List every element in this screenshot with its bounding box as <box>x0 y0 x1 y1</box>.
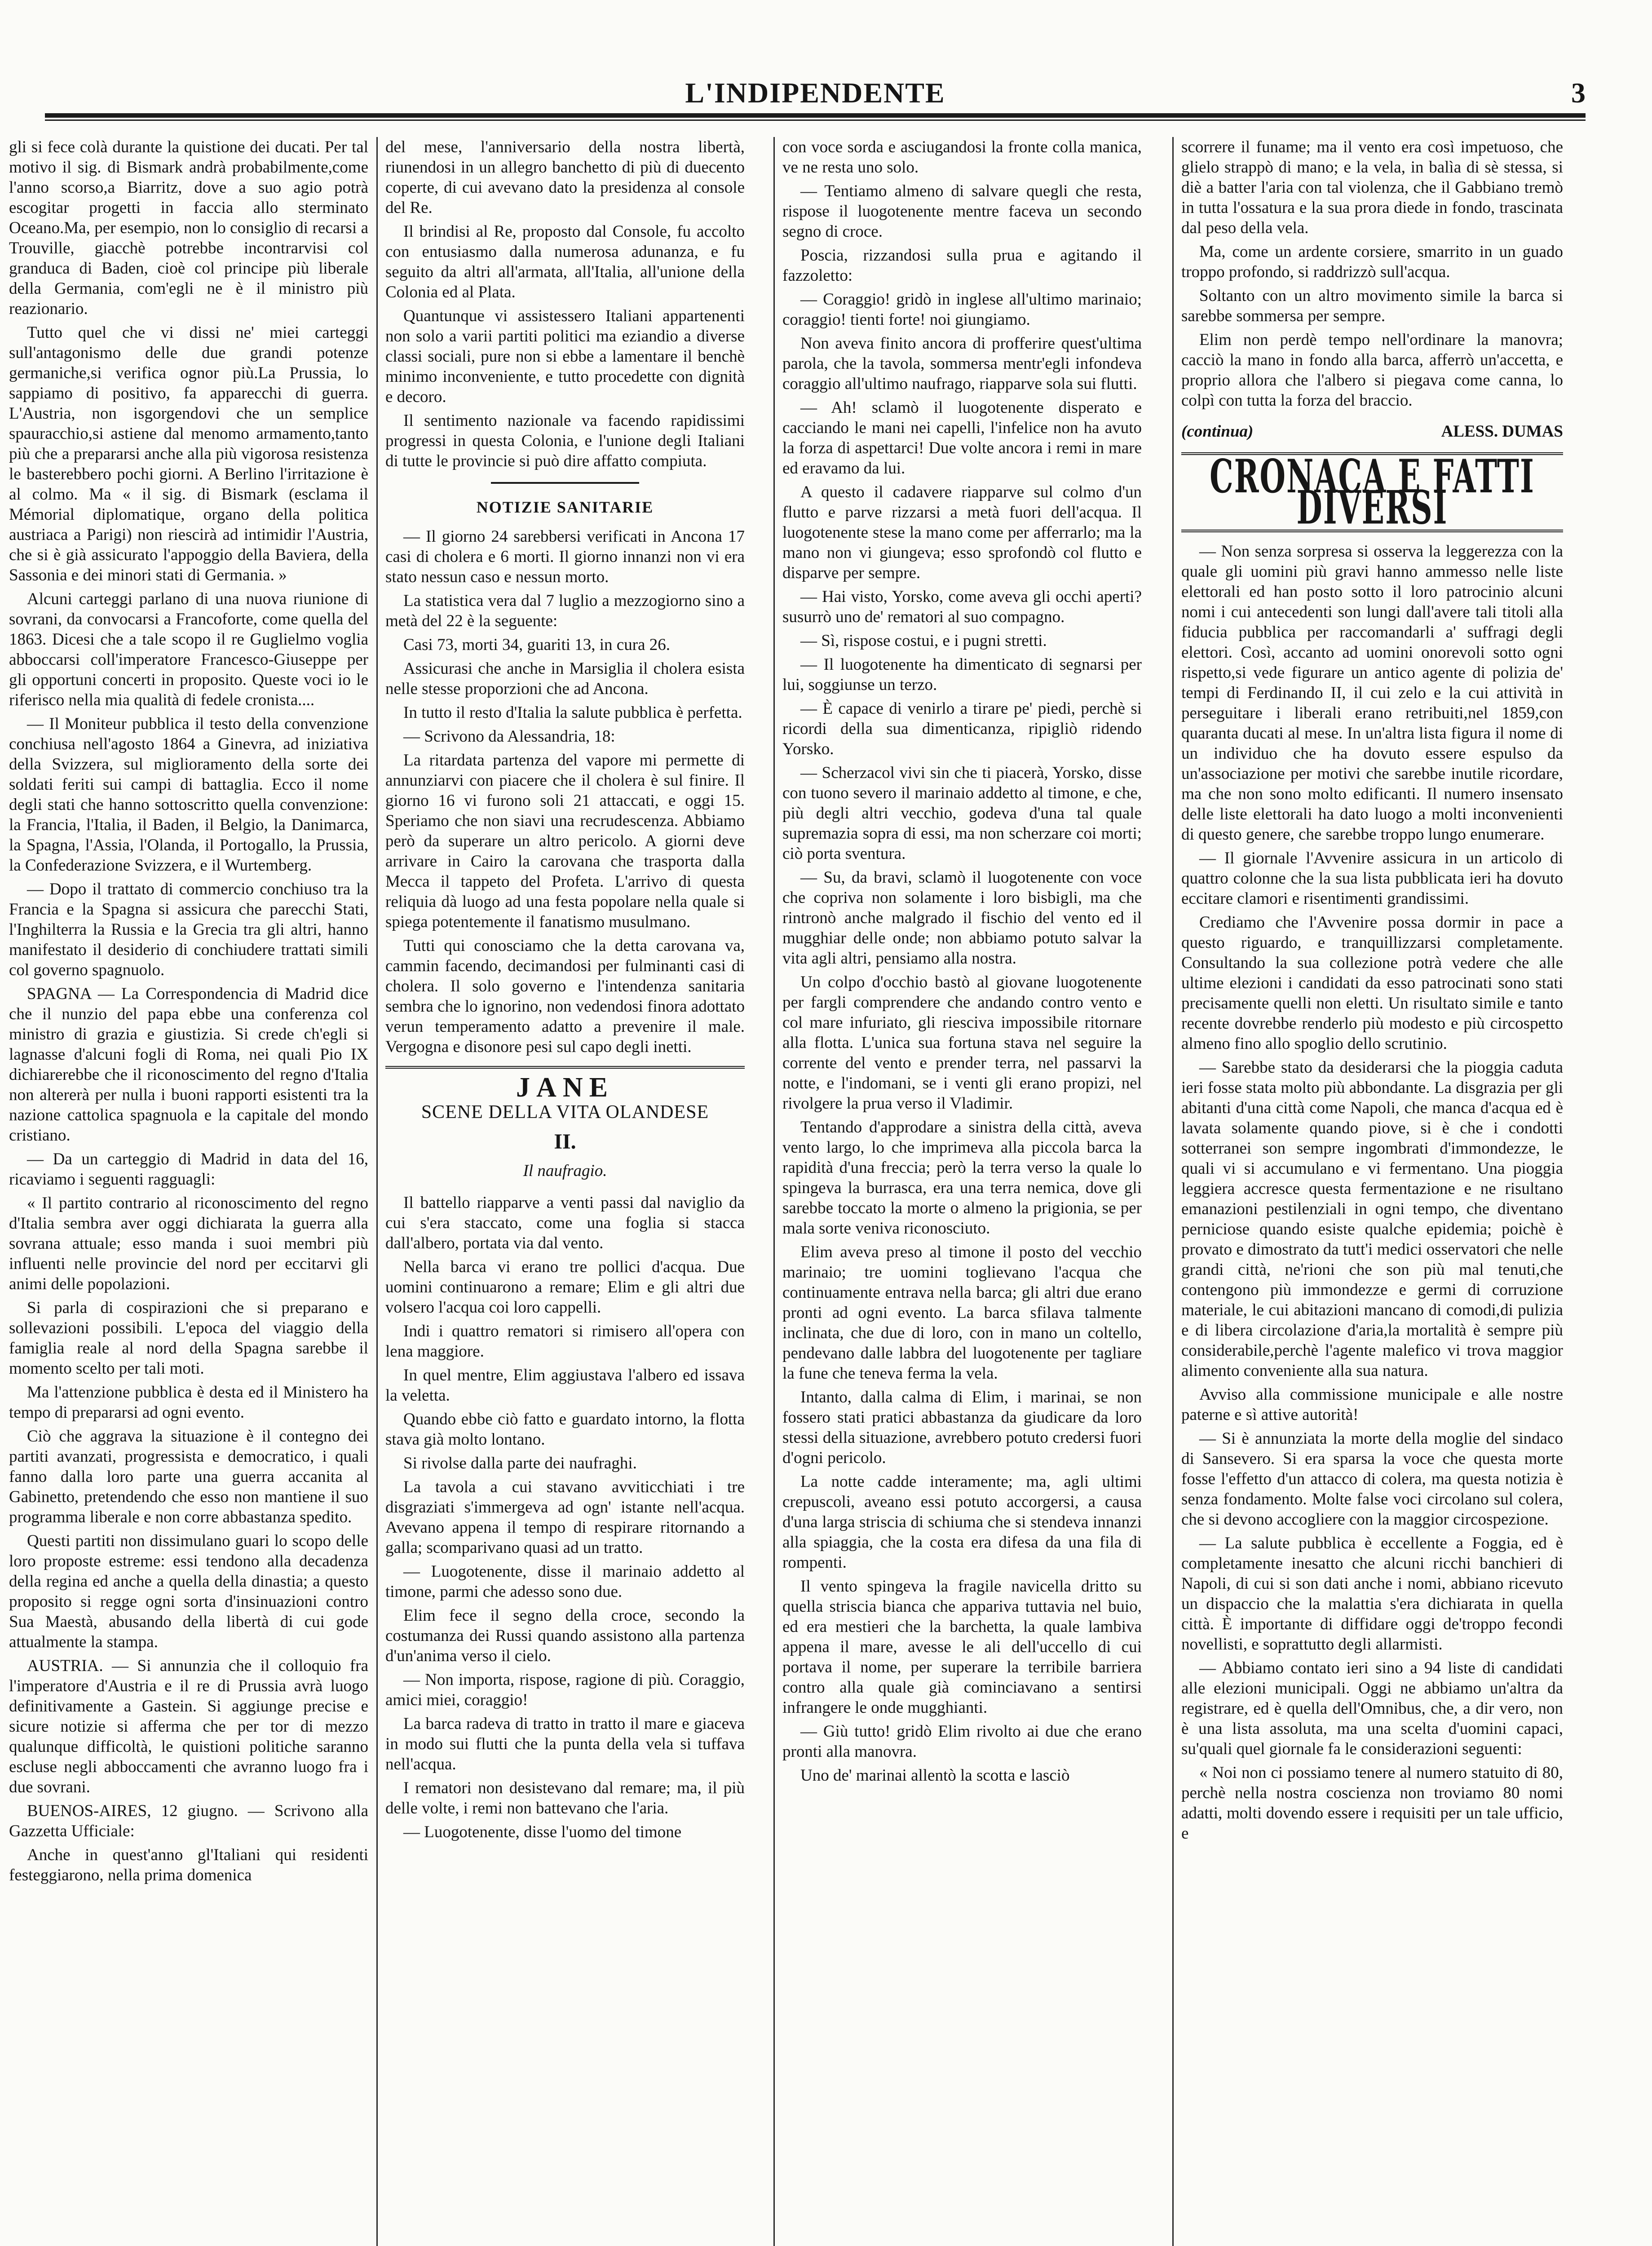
paragraph: A questo il cadavere riapparve sul colmo d'un flutto e parve rizzarsi a metà fuori dell'acqua. Il luogotenente stese la mano come per afferrarlo; ma la mano non vi giungeva; esso sprofondò col flutto e disparve per sempre. <box>782 483 1142 582</box>
paragraph: con voce sorda e asciugandosi la fronte colla manica, ve ne resta uno solo. <box>782 138 1142 177</box>
continua-label: (continua) <box>1181 422 1254 441</box>
paragraph: Tutto quel che vi dissi ne' miei carteggi sull'antagonismo delle due grandi potenze germaniche,si verifica ognor più.La Prussia, lo sappiamo di positivo, fa apparecchi di guerra. L'Austria, non isgorgendovi che un semplice spauracchio,si astiene dal menomo armamento,tanto più che a prepararsi anche alla più vigorosa resistenza le basterebbero pochi giorni. A Berlino l'irritazione è al colmo. Ma « il sig. di Bismark (esclama il Mémorial diplomatique, organo della politica austriaca a Parigi) non riescirà ad intimidir l'Austria, che si è già assicurato l'appoggio della Baviera, della Sassonia e dei minori stati di Germania. » <box>9 323 368 584</box>
paragraph: — Da un carteggio di Madrid in data del 16, ricaviamo i seguenti ragguagli: <box>9 1150 368 1189</box>
paragraph: Si parla di cospirazioni che si preparano e sollevazioni possibili. L'epoca del viaggio della famiglia reale al nord della Spagna sarebbe il momento scelto per tali moti. <box>9 1299 368 1378</box>
paragraph: — Il luogotenente ha dimenticato di segnarsi per lui, soggiunse un terzo. <box>782 655 1142 694</box>
paragraph: Il brindisi al Re, proposto dal Console, fu accolto con entusiasmo dalla numerosa adunanza, e fu seguito da altri all'armata, all'Italia, all'unione della Colonia ed al Plata. <box>385 222 745 301</box>
paragraph: Soltanto con un altro movimento simile la barca si sarebbe sommersa per sempre. <box>1181 287 1563 325</box>
paragraph: Il sentimento nazionale va facendo rapidissimi progressi in questa Colonia, e l'unione degli Italiani di tutte le provincie si può dire affatto compiuta. <box>385 411 745 470</box>
continuation-line <box>1181 421 1563 442</box>
column-2 <box>385 137 745 2246</box>
paragraph: Questi partiti non dissimulano guari lo scopo delle loro proposte estreme: essi tendono alla decadenza della regina ed anche a quella della dinastia; a questo proposito si regge ogni sorta d'insinuazioni contro Sua Maestà, abusando della libertà di cui gode attualmente la stampa. <box>9 1532 368 1651</box>
paragraph: — Il giornale l'Avvenire assicura in un articolo di quattro colonne che la sua lista pubblicata ieri ha dovuto eccitare clamori e risentimenti grandissimi. <box>1181 849 1563 908</box>
paragraph: Assicurasi che anche in Marsiglia il cholera esista nelle stesse proporzioni che ad Ancona. <box>385 659 745 698</box>
paragraph: Quantunque vi assistessero Italiani appartenenti non solo a varii partiti politici ma eziandio a diverse classi sociali, pure non si ebbe a lamentare il benchè minimo inconveniente, e tutto procedette con dignità e decoro. <box>385 307 745 406</box>
paragraph: — Non senza sorpresa si osserva la leggerezza con la quale gli uomini più gravi hanno ammesso nelle liste elettorali ed han posto sotto il loro patrocinio alcuni nomi i cui antecedenti son lungi dall'avere tali titoli alla fiducia pubblica per raccomandarli a' suffragi degli elettori. Così, accanto ad uomini onorevoli sotto ogni rispetto,si vede figurare un antico agente di polizia de' tempi di Ferdinando II, il cui zelo e la cui attività in perseguitare i liberali erano retribuiti,nel 1859,con quaranta ducati al mese. In un'altra lista figura il nome di un individuo che ha dovuto essere espulso da un'associazione per motivi che sarebbe inutile ricordare, ma che non sono molto edificanti. Il numero insensato delle liste elettorali ha dato luogo a molti inconvenienti di questo genere, che sarebbe troppo lungo enumerare. <box>1181 542 1563 844</box>
paragraph: Casi 73, morti 34, guariti 13, in cura 26. <box>403 636 670 654</box>
paragraph: Alcuni carteggi parlano di una nuova riunione di sovrani, da convocarsi a Francoforte, come quella del 1863. Dicesi che a tale scopo il re Guglielmo voglia abboccarsi coll'imperatore Francesco-Giuseppe per gli opportuni concerti in proposito. Queste voci io le riferisco nella mia qualità di fedele cronista.... <box>9 590 368 709</box>
page-number: 3 <box>1571 77 1586 109</box>
paragraph: La ritardata partenza del vapore mi permette di annunziarvi con piacere che il cholera è sul finire. Il giorno 16 vi furono soli 21 attaccati, e oggi 15. Speriamo che non siavi una recrudescenza. Abbiamo però da superare un altro pericolo. A giorni deve arrivare in Cairo la carovana che trasporta dalla Mecca il tappeto del Profeta. L'arrivo di questa reliquia dà luogo ad una festa popolare nella quale si spiega potentemente il fanatismo musulmano. <box>385 751 745 931</box>
chapter-title: Il naufragio. <box>523 1162 607 1180</box>
paragraph: Tutti qui conosciamo che la detta carovana va, cammin facendo, decimandosi per fulminanti casi di cholera. Il solo governo e l'intendenza sanitaria sembra che lo ignorino, non vedendosi finora adottato verun temperamento adatto a prevenire il male. Vergogna e disonore pesi sul capo degli inetti. <box>385 937 745 1056</box>
paragraph: La barca radeva di tratto in tratto il mare e giaceva in modo sui flutti che la punta della vela si tuffava nell'acqua. <box>385 1715 745 1773</box>
masthead <box>45 72 1586 121</box>
chapter-number: II. <box>554 1130 576 1154</box>
header-rule-thin <box>45 119 1586 121</box>
feuilleton-title: JANE <box>516 1072 614 1103</box>
paragraph: — Ah! sclamò il luogotenente disperato e cacciando le mani nei capelli, l'infelice non ha avuto la forza di aspettarci! Due volte ancora i remi in mare ed eravamo da lui. <box>782 398 1142 477</box>
paragraph: Il battello riapparve a venti passi dal naviglio da cui s'era staccato, come una foglia si stacca dall'albero, portata via dal vento. <box>385 1194 745 1252</box>
paragraph: Non aveva finito ancora di profferire quest'ultima parola, che la tavola, sommersa mentr'egli infondeva coraggio all'ultimo naufrago, riapparve sola sui flutti. <box>782 334 1142 393</box>
column-divider <box>1172 137 1174 2246</box>
paragraph: — Tentiamo almeno di salvare quegli che resta, rispose il luogotenente mentre faceva un secondo segno di croce. <box>782 182 1142 241</box>
paragraph: Ma, come un ardente corsiere, smarrito in un guado troppo profondo, si raddrizzò sull'acqua. <box>1181 243 1563 281</box>
feuilleton-subtitle: SCENE DELLA VITA OLANDESE <box>421 1102 709 1123</box>
paragraph: — Non importa, rispose, ragione di più. Coraggio, amici miei, coraggio! <box>385 1671 745 1709</box>
section-heading-cronaca: CRONACA E FATTI DIVERSI <box>1210 449 1535 535</box>
paragraph: — Sì, rispose costui, e i pugni stretti. <box>800 632 1047 650</box>
paragraph: — Il Moniteur pubblica il testo della convenzione conchiusa nell'agosto 1864 a Ginevra, ad iniziativa della Svizzera, sul miglioramento della sorte dei soldati feriti sui campi di battaglia. Ecco il nome degli stati che hanno sottoscritto quella convenzione: la Francia, l'Italia, il Baden, il Belgio, la Danimarca, la Spagna, l'Assia, l'Olanda, il Portogallo, la Prussia, la Confederazione Svizzera, e il Wurtemberg. <box>9 715 368 875</box>
paragraph: I rematori non desistevano dal remare; ma, il più delle volte, i remi non battevano che l'aria. <box>385 1779 745 1817</box>
paragraph: BUENOS-AIRES, 12 giugno. — Scrivono alla Gazzetta Ufficiale: <box>9 1802 368 1840</box>
paragraph: La statistica vera dal 7 luglio a mezzogiorno sino a metà del 22 è la seguente: <box>385 592 745 630</box>
paragraph: — Si è annunziata la morte della moglie del sindaco di Sansevero. Si era sparsa la voce che questa morte fosse l'effetto d'un attacco di colera, ma questa notizia è senza fondamento. Molte false voci circolano sul colera, che si devono accogliere con la maggior circospezione. <box>1181 1429 1563 1529</box>
paragraph: — Scherzacol vivi sin che ti piacerà, Yorsko, disse con tuono severo il marinaio addetto al timone, e che, più degli altri vecchio, godeva d'una tal quale supremazia sopra di essi, ma non scherzare coi morti; ciò porta sventura. <box>782 764 1142 863</box>
paragraph: In tutto il resto d'Italia la salute pubblica è perfetta. <box>403 703 742 722</box>
newspaper-title: L'INDIPENDENTE <box>685 77 945 109</box>
paragraph: « Noi non ci possiamo tenere al numero statuito di 80, perchè nella nostra coscienza non troviamo 80 nomi adatti, molti dovendo essere i requisiti per un tale ufficio, e <box>1181 1764 1563 1843</box>
paragraph: — Sarebbe stato da desiderarsi che la pioggia caduta ieri fosse stata molto più abbondante. La disgrazia per gli abitanti d'una città come Napoli, che manca d'acqua ed è lavata solamente quando piove, si è che i condotti sotterranei son sempre ingombrati d'immondezze, le quali vi si accumulano e vi fermentano. Una pioggia leggiera accresce questa fermentazione e ne risultano emanazioni pestilenziali in ogni tempo, che diventano perniciose quando esiste qualche epidemia; poichè è provato e dimostrato da tutt'i medici osservatori che nelle grandi città, ne'rioni che son più mal tenuti,che contengono più immondezze e germi di corruzione materiale, le cui abitazioni mancano di comodi,di pulizia e di libera circolazione d'aria,la mortalità è sempre più considerabile,perchè l'agente malefico vi trova maggior alimento conveniente alla sua natura. <box>1181 1058 1563 1380</box>
paragraph: Intanto, dalla calma di Elim, i marinai, se non fossero stati pratici abbastanza da giudicare da loro stessi della situazione, avrebbero potuto credersi fuori d'ogni pericolo. <box>782 1388 1142 1467</box>
paragraph: — La salute pubblica è eccellente a Foggia, ed è completamente inesatto che alcuni ricchi banchieri di Napoli, di cui si son dati anche i nomi, abbiano ricevuto un dispaccio che la malattia s'era dichiarata in quella città. È importante di diffidare oggi de'troppo fecondi novellisti, e soprattutto degli allarmisti. <box>1181 1534 1563 1654</box>
paragraph: In quel mentre, Elim aggiustava l'albero ed issava la veletta. <box>385 1366 745 1405</box>
paragraph: Tentando d'approdare a sinistra della città, aveva vento largo, lo che imprimeva alla piccola barca la rapidità d'una freccia; però la terra verso la quale lo spingeva la burrasca, era una terra nemica, dove gli sarebbe toccato la morte o almeno la prigionia, se per mala sorte veniva riconosciuto. <box>782 1118 1142 1238</box>
feuilleton-rule <box>385 1066 745 1069</box>
paragraph: — Coraggio! gridò in inglese all'ultimo marinaio; coraggio! tienti forte! noi giungiamo. <box>782 290 1142 329</box>
paragraph: — Il giorno 24 sarebbersi verificati in Ancona 17 casi di cholera e 6 morti. Il giorno innanzi non vi era stato nessun caso e nessun morto. <box>385 527 745 586</box>
author-signature: ALESS. DUMAS <box>1441 422 1563 441</box>
paragraph: Crediamo che l'Avvenire possa dormir in pace a questo riguardo, e tranquillizzarsi completamente. Consultando la sua collezione potrà vedere che alle ultime elezioni i candidati da esso patrocinati sono stati precisamente quelli non eletti. Un risultato simile e tanto recente dovrebbe renderlo più modesto e più circospetto almeno fino allo spoglio dello scrutinio. <box>1181 913 1563 1053</box>
paragraph: Il vento spingeva la fragile navicella dritto su quella striscia bianca che appariva tuttavia nel buio, ed era mestieri che la barchetta, la quale lambiva appena il mare, avesse le ali dell'uccello di cui portava il nome, per superare la terribile barriera contro alla quale già cominciavano a sentirsi infrangere le onde mugghianti. <box>782 1577 1142 1717</box>
paragraph: Un colpo d'occhio bastò al giovane luogotenente per fargli comprendere che andando contro vento e col mare infuriato, gli riesciva impossibile ritornare alla flotta. L'unica sua fortuna stava nel seguire la corrente del vento e prender terra, nel passarvi la notte, e l'indomani, se i venti gli erano propizi, nel rivolgere la prua verso il Vladimir. <box>782 973 1142 1113</box>
paragraph: Ciò che aggrava la situazione è il contegno dei partiti avanzati, progressista e democratico, i quali fanno dalla loro parte una guerra accanita al Gabinetto, pretendendo che esso non mantiene il suo programma liberale e non corre abbastanza spedito. <box>9 1427 368 1526</box>
column-4 <box>1181 137 1563 2246</box>
paragraph: SPAGNA — La Correspondencia di Madrid dice che il nunzio del papa ebbe una conferenza col ministro di grazia e giustizia. Si crede ch'egli si lagnasse d'alcuni fogli di Roma, nei quali Pio IX dichiarerebbe che il riconoscimento del regno d'Italia non altererà per nulla i buoni rapporti esistenti tra la nazione cattolica spagnuola e la capitale del mondo cristiano. <box>9 985 368 1145</box>
column-3 <box>782 137 1142 2246</box>
column-divider <box>376 137 378 2246</box>
paragraph: Elim fece il segno della croce, secondo la costumanza dei Russi quando assistono alla partenza d'un'anima verso il cielo. <box>385 1606 745 1665</box>
paragraph: Indi i quattro rematori si rimisero all'opera con lena maggiore. <box>385 1322 745 1361</box>
paragraph: — Luogotenente, disse l'uomo del timone <box>403 1823 682 1841</box>
paragraph: — Su, da bravi, sclamò il luogotenente con voce che copriva non solamente i loro bisbigli, ma che rintronò anche malgrado il fischio del vento ed il mugghiar delle onde; non abbiamo potuto salvar la vita agli altri, pensiamo alla nostra. <box>782 868 1142 968</box>
paragraph: — Abbiamo contato ieri sino a 94 liste di candidati alle elezioni municipali. Oggi ne abbiamo un'altra da registrare, ed è quella dell'Omnibus, che, a dir vero, non è una lista assoluta, ma una scelta d'uomini capaci, su'quali quel giornale fa le considerazioni seguenti: <box>1181 1659 1563 1758</box>
paragraph: Si rivolse dalla parte dei naufraghi. <box>403 1454 637 1472</box>
paragraph: Nella barca vi erano tre pollici d'acqua. Due uomini continuarono a remare; Elim e gli altri due volsero l'acqua coi loro cappelli. <box>385 1258 745 1317</box>
paragraph: scorrere il funame; ma il vento era così impetuoso, che glielo strappò di mano; e la vela, in balìa di sè stessa, si diè a batter l'aria con tal violenza, che il Gabbiano tremò in tutta l'ossatura e la sua prora diede in fondo, trascinata dal peso della vela. <box>1181 138 1563 237</box>
paragraph: Avviso alla commissione municipale e alle nostre paterne e sì attive autorità! <box>1181 1385 1563 1424</box>
paragraph: — È capace di venirlo a tirare pe' piedi, perchè si ricordi della sua dimenticanza, ripigliò ridendo Yorsko. <box>782 699 1142 758</box>
paragraph: — Scrivono da Alessandria, 18: <box>403 727 615 746</box>
paragraph: Anche in quest'anno gl'Italiani qui residenti festeggiarono, nella prima domenica <box>9 1846 368 1884</box>
header-rule <box>45 113 1586 118</box>
paragraph: — Luogotenente, disse il marinaio addetto al timone, parmi che adesso sono due. <box>385 1562 745 1601</box>
paragraph: — Dopo il trattato di commercio conchiuso tra la Francia e la Spagna si assicura che parecchi Stati, l'Inghilterra la Russia e la Grecia tra gli altri, hanno manifestato il desiderio di conchiudere trattati simili col governo spagnuolo. <box>9 880 368 979</box>
section-separator <box>491 482 639 484</box>
paragraph: Quando ebbe ciò fatto e guardato intorno, la flotta stava già molto lontano. <box>385 1410 745 1449</box>
column-1 <box>9 137 368 2246</box>
paragraph: AUSTRIA. — Si annunzia che il colloquio fra l'imperatore d'Austria e il re di Prussia avrà luogo definitivamente a Gastein. Si aggiunge precise e sicure notizie si afferma che per tor di mezzo qualunque difficoltà, le quistioni politiche saranno escluse negli abboccamenti che avranno luogo fra i due sovrani. <box>9 1657 368 1796</box>
paragraph: Poscia, rizzandosi sulla prua e agitando il fazzoletto: <box>782 246 1142 285</box>
paragraph: — Hai visto, Yorsko, come aveva gli occhi aperti? susurrò uno de' rematori al suo compagno. <box>782 588 1142 626</box>
paragraph: Elim non perdè tempo nell'ordinare la manovra; cacciò la mano in fondo alla barca, afferrò un'accetta, e proprio allora che l'albero si piegava come canna, lo colpì con tutta la forza del braccio. <box>1181 331 1563 410</box>
paragraph: Elim aveva preso al timone il posto del vecchio marinaio; tre uomini toglievano l'acqua che continuamente entrava nella barca; gli altri due erano pronti ad ogni evento. La barca sfilava talmente inclinata, che due di loro, con in mano un coltello, pendevano dalle labbra del luogotenente per tagliare la fune che teneva ferma la vela. <box>782 1243 1142 1383</box>
paragraph: — Giù tutto! gridò Elim rivolto ai due che erano pronti alla manovra. <box>782 1722 1142 1761</box>
column-divider <box>773 137 775 2246</box>
paragraph: « Il partito contrario al riconoscimento del regno d'Italia sembra aver oggi dichiarata la guerra alla sovrana attuale; esso manda i suoi membri più influenti nelle provincie del nord per eccitarvi gli animi delle popolazioni. <box>9 1194 368 1293</box>
paragraph: Ma l'attenzione pubblica è desta ed il Ministero ha tempo di prepararsi ad ogni evento. <box>9 1383 368 1422</box>
paragraph: La tavola a cui stavano avviticchiati i tre disgraziati s'immergeva ad ogn' istante nell'acqua. Avevano appena il tempo di respirare ritornando a galla; scomparivano quasi ad un tratto. <box>385 1478 745 1557</box>
paragraph: gli si fece colà durante la quistione dei ducati. Per tal motivo il sig. di Bismark andrà probabilmente,come l'anno scorso,a Biarritz, dove a suo agio potrà escogitar progetti in faccia allo sterminato Oceano.Ma, per esempio, non lo consiglio di recarsi a Trouville, giacchè potrebbe incontrarvisi col granduca di Baden, cioè col principe più liberale della Germania, com'egli ne è il ministro più reazionario. <box>9 138 368 318</box>
paragraph: Uno de' marinai allentò la scotta e lasciò <box>800 1766 1070 1785</box>
paragraph: del mese, l'anniversario della nostra libertà, riunendosi in un allegro banchetto di più di duecento coperte, di cui avevano dato la presidenza al console del Re. <box>385 138 745 217</box>
section-heading-notizie-sanitarie: NOTIZIE SANITARIE <box>476 498 654 516</box>
paragraph: La notte cadde interamente; ma, agli ultimi crepuscoli, aveano essi potuto accorgersi, a causa d'una larga striscia di schiuma che si stendeva innanzi alla spiaggia, che la costa era difesa da una fila di rompenti. <box>782 1472 1142 1572</box>
